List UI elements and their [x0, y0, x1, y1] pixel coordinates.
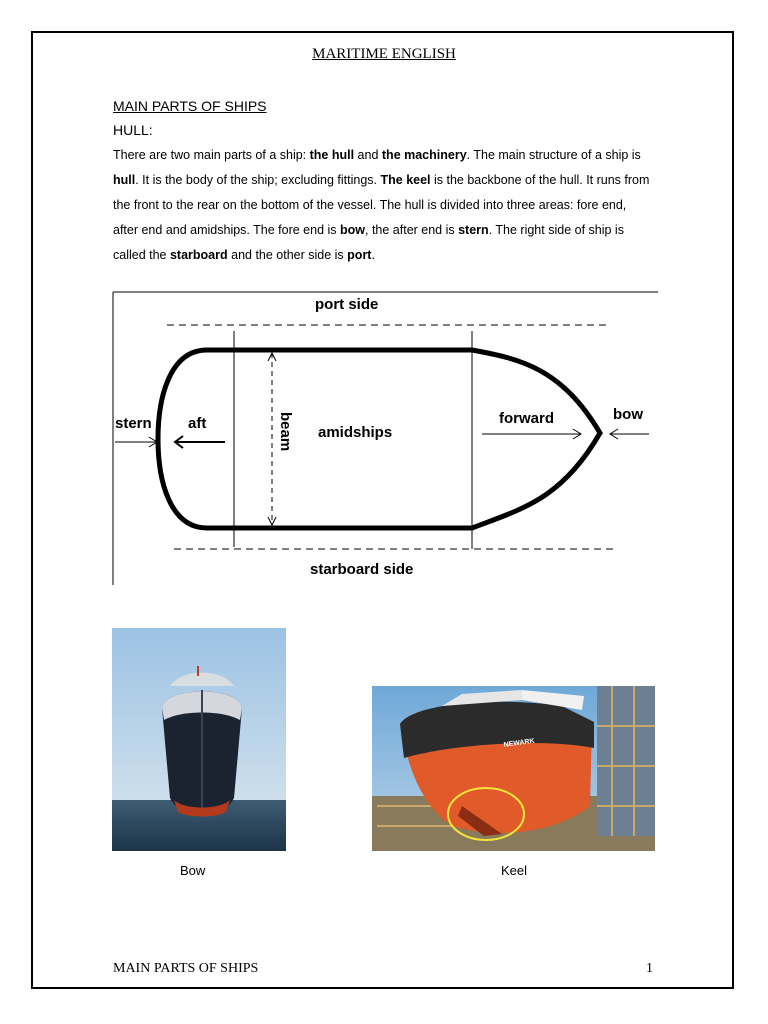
bold-term: stern [458, 223, 489, 237]
paragraph-text: , the after end is [365, 223, 459, 237]
amidships-label: amidships [318, 424, 393, 441]
section-heading: MAIN PARTS OF SHIPS [113, 98, 267, 114]
document-title: MARITIME ENGLISH [312, 46, 456, 62]
bold-term: hull [113, 173, 136, 187]
paragraph-text: There are two main parts of a ship: [113, 148, 310, 162]
bow-caption: Bow [180, 863, 206, 878]
bold-term: port [347, 248, 372, 262]
ship-name-text: NEWARK [503, 737, 536, 749]
paragraph-text: and [354, 148, 382, 162]
hull-subheading: HULL: [113, 122, 153, 138]
port-side-label: port side [315, 296, 379, 313]
starboard-side-label: starboard side [310, 561, 414, 578]
keel-photo [372, 686, 655, 851]
bow-photo [112, 628, 286, 851]
hull-diagram [112, 291, 658, 587]
paragraph-text: . It is the body of the ship; excluding fittings. [135, 173, 381, 187]
hull-paragraph [113, 143, 653, 268]
bold-term: starboard [169, 248, 228, 262]
bold-term: The keel [380, 173, 431, 187]
paragraph-text: . [371, 248, 375, 262]
footer-title: MAIN PARTS OF SHIPS [113, 961, 259, 976]
bold-term: bow [340, 223, 365, 237]
forward-label: forward [499, 410, 555, 427]
paragraph-text: and the other side is [227, 248, 348, 262]
paragraph-text: is the backbone of the hull. It runs from the front to the rear on the bottom of the vessel. The hull is divided into three areas: fore end, after end and amidships. The fore end is [113, 173, 650, 237]
page-number: 1 [646, 961, 653, 976]
bold-term: the hull [309, 148, 355, 162]
aft-label: aft [188, 415, 207, 432]
beam-label: beam [277, 412, 294, 452]
bold-term: the machinery [381, 148, 467, 162]
keel-caption: Keel [501, 863, 528, 878]
paragraph-text: . The main structure of a ship is [466, 148, 641, 162]
stern-label: stern [115, 415, 152, 432]
bow-label: bow [613, 406, 643, 423]
paragraph-text: . The right side of ship is called the [113, 223, 624, 262]
